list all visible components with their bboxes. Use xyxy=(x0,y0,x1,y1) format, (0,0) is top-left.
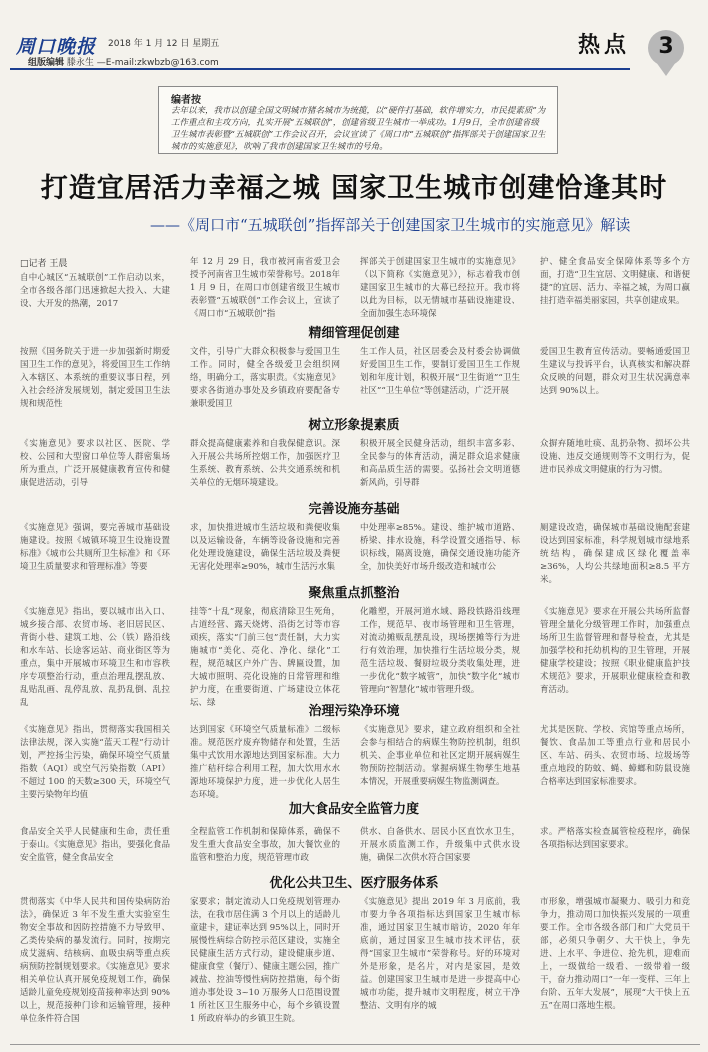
section-text: 按照《国务院关于进一步加强新时期爱国卫生工作的意见》，将爱国卫生工作纳入本辖区、本系统的重要议事日程，列入社会经济发展规划，制定爱国卫生法规和规范性 xyxy=(20,347,170,409)
section-title: 优化公共卫生、医疗服务体系 xyxy=(269,876,439,891)
section-text: 众摒弃随地吐痰、乱扔杂物、损坏公共设施、违反交通规则等不文明行为，促进市民养成文明健康的行为习惯。 xyxy=(540,439,690,475)
editor-note-title: 编者按 xyxy=(171,95,201,106)
section-text: 文件，引导广大群众积极参与爱国卫生工作。同时，健全各级爱卫会组织网络，明确分工，落实职责。《实施意见》要求各街道办事处及乡镇政府要配备专兼职爱国卫 xyxy=(190,347,340,409)
section-text: 生工作人员，社区居委会及村委会协调做好爱国卫生工作，要制订爱国卫生工作规划和年度计划，积极开展“卫生街道”“卫生社区”“卫生单位”等创建活动，广泛开展 xyxy=(360,347,520,396)
section-text: 《实施意见》要求，建立政府组织和全社会参与相结合的病媒生物防控机制，组织机关、企事业单位和社区定期开展病媒生物预防控制活动。掌握病媒生物孳生地基本情况，开展重要病媒生物监测调查。 xyxy=(360,725,520,787)
masthead-rule xyxy=(10,68,630,70)
subheadline: ——《周口市“五城联创”指挥部关于创建国家卫生城市的实施意见》解读 xyxy=(150,216,631,234)
section-name: 热点 xyxy=(578,32,631,58)
section-text: 厕建设改造，确保城市基础设施配套建设达到国家标准，科学规划城市绿地系统结构，确保建成区绿化覆盖率≥36%，人均公共绿地面积≥8.5 平方米。 xyxy=(540,523,690,585)
editor-name: 滕永生 xyxy=(66,58,94,68)
byline: □记者 王晨 xyxy=(20,259,68,269)
editor-label: 组版编辑 xyxy=(28,58,65,68)
section-title: 治理污染净环境 xyxy=(308,704,400,719)
section-text: 市形象，增强城市凝聚力、吸引力和竞争力，推动周口加快振兴发展的一项重要工作。全市各级各部门和广大党员干部，必须只争朝夕、大干快上，争先进、上水平、争进位、抢先机，迎难而上，一级做给一级看、一级带着一级干，奋力推动周口“一年一变样、三年上台阶、五年大发展”，展现“大干快上五五”在周口落地生根。 xyxy=(540,897,690,1011)
section-text: 家要求；制定流动人口免疫规划管理办法，在我市居住满 3 个月以上的适龄儿童建卡，建证率达到 95%以上，同时开展慢性病综合防控示范区建设，实施全民健康生活方式行动，建设健康步道、健康食堂（餐厅）、健康主题公园，推广减盐、控油等慢性病防控措施，每个街道办事处设 3~10 万服务人口范围设置 1 所社区卫生服务中心，每个乡镇设置 1 所政府举办的乡镇卫生院。 xyxy=(190,897,340,1024)
section-text: 《实施意见》指出，贯彻落实我国相关法律法规，深入实施“蓝天工程”行动计划，严控扬尘污染，确保环境空气质量指数（AQI）或空气污染指数（API）不超过 100 的天数≥300 天，环境空气主要污染物年均值 xyxy=(20,725,170,800)
section-title: 聚焦重点抓整治 xyxy=(308,586,400,601)
section-text: 挂等“十乱”现象，彻底清除卫生死角，占道经营、露天烧烤、沿街乞讨等市容顽疾，落实“门前三包”责任制，大力实施城市“美化、亮化、净化、绿化”工程，规范城区户外广告、牌匾设置，加大城市照明、亮化设施的日常管理和维护力度，在重要街道、广场建设立体花坛、绿 xyxy=(190,607,340,708)
section-title: 精细管理促创建 xyxy=(308,326,400,341)
section-text: 尤其是医院、学校、宾馆等重点场所，餐饮、食品加工等重点行业和居民小区、车站、码头、农贸市场、垃圾场等重点地段的防蚊、蝇、蟑螂和防鼠设施合格率达到国家标准要求。 xyxy=(540,725,690,787)
section-text: 达到国家《环境空气质量标准》二级标准。规范医疗废弃物储存和处置，生活集中式饮用水源地达到国家标准。大力推广秸秆综合利用工程，加大饮用水水源地环境保护力度，进一步优化人居生态环境。 xyxy=(190,725,340,800)
newspaper-logo: 周口晚报 xyxy=(16,36,97,58)
section-text: 《实施意见》要求在开展公共场所监督管理全量化分级管理工作时，加强重点场所卫生监督管理和督导检查，尤其是加强学校和托幼机构的卫生管理，开展健康学校建设；按照《职业健康监护技术规范》要求，开展职业健康检查和教育活动。 xyxy=(540,607,690,695)
section-text: 《实施意见》要求以社区、医院、学校、公园和大型窗口单位等人群密集场所为重点，广泛开展健康教育宣传和健康促进活动，引导 xyxy=(20,439,170,488)
editor-line xyxy=(28,55,219,68)
section-text: 食品安全关乎人民健康和生命，责任重于泰山。《实施意见》指出，要强化食品安全监管，健全食品安全 xyxy=(20,827,170,863)
section-text: 贯彻落实《中华人民共和国传染病防治法》，确保近 3 年不发生重大实验室生物安全事故和因防控措施不力导致甲、乙类传染病的暴发流行。同时，按期完成艾滋病、结核病、血吸虫病等重点疾病预防控制规划要求。《实施意见》要求相关单位认真开展免疫规划工作，确保适龄儿童免疫规划疫苗接种率达到 90%以上，规范接种门诊和运输管理，接种单位条件符合国 xyxy=(20,897,170,1024)
intro-col-2: 年 12 月 29 日，我市被河南省爱卫会授予河南省卫生城市荣誉称号。2018年 1 月 9 日，在周口市创建省级卫生城市表彰暨“五城联创”工作会议上，宣读了《周口市“五城联创”指 xyxy=(190,257,340,319)
intro-col-4: 护、健全食品安全保障体系等多个方面，打造“卫生宜居、文明健康、和谐便捷”的宜居、活力、幸福之城，为周口赢挂打造幸福美丽家园，共享创建成果。 xyxy=(540,257,690,306)
intro-col-3: 挥部关于创建国家卫生城市的实施意见》（以下简称《实施意见》），标志着我市创建国家卫生城市的大幕已经拉开。我市将以此为目标，以无情城市基础设施建设、全面加强生态环境保 xyxy=(360,257,520,319)
bottom-rule xyxy=(10,1044,700,1045)
headline: 打造宜居活力幸福之城 国家卫生城市创建恰逢其时 xyxy=(40,173,668,204)
section-text: 化雕塑，开展河道水域、路段铁路沿线理工作，规范早、夜市场管理和卫生管理，对流动摊贩乱摆乱设，现场摆摊等行为进行有效治理，加快推行生活垃圾分类，规范生活垃圾、餐厨垃圾分类收集处理，进一步优化“数字城管”，加快“数字化”城市管理向“智慧化”城市管理升级。 xyxy=(360,607,520,695)
editor-email: —E-mail:zkwbzb@163.com xyxy=(96,58,219,68)
page-number-badge xyxy=(648,30,684,66)
section-title: 完善设施夯基础 xyxy=(308,502,400,517)
section-text: 爱国卫生教育宣传活动。要畅通爱国卫生建议与投诉平台，认真核实和解决群众反映的问题，群众对卫生状况满意率达到 90%以上。 xyxy=(540,347,690,396)
section-text: 《实施意见》指出，要以城市出入口、城乡接合部、农贸市场、老旧居民区、背街小巷、建筑工地、公（铁）路沿线和水车站、长途客运站、商业街区等为重点，集中开展城市环境卫生和市容秩序专项整治行动，重点治理乱摆乱放、乱贴乱画、乱停乱放、乱扔乱倒、乱拉乱 xyxy=(20,607,170,708)
section-text: 《实施意见》强调，要完善城市基础设施建设。按照《城镇环境卫生设施设置标准》《城市公共厕所卫生标准》和《环境卫生质量要求和管理标准》等要 xyxy=(20,523,170,572)
editor-note-box xyxy=(158,86,558,154)
intro-col-1: 自中心城区“五城联创”工作启动以来，全市各级各部门迅速掀起大投入、大建设、大开发的热潮，2017 xyxy=(20,273,170,309)
editor-note-text: 去年以来，我市以创建全国文明城市猪名城市为统揽，以“硬件打基础，软件增实力，市民提素质”为工作重点和主攻方向，扎实开展“五城联创”，创建省级卫生城市一举成功。1月9日，全市创建省级卫生城市表彰暨“五城联创”工作会议召开，会议宣读了《周口市“五城联创”指挥部关于创建国家卫生城市的实施意见》，吹响了我市创建国家卫生城市的号角。 xyxy=(171,106,546,152)
section-text: 供水、自备供水、居民小区直饮水卫生，开展水质监测工作，升级集中式供水设施，确保二次供水符合国家要 xyxy=(360,827,520,863)
section-text: 全程监管工作机制和保障体系，确保不发生重大食品安全事故，加大餐饮业的监管和整治力度，规范管理市政 xyxy=(190,827,340,863)
section-text: 群众提高健康素养和自我保健意识。深入开展公共场所控烟工作，加强医疗卫生系统、教育系统、公共交通系统和机关单位的无烟环境建设。 xyxy=(190,439,340,488)
issue-date: 2018 年 1 月 12 日 星期五 xyxy=(108,39,220,49)
section-text: 求。严格落实检查属管检疫程序，确保各项指标达到国家要求。 xyxy=(540,827,690,850)
section-title: 树立形象提素质 xyxy=(308,418,400,433)
page-number: 3 xyxy=(658,34,674,59)
section-text: 《实施意见》提出 2019 年 3 月底前，我市要力争各项指标达到国家卫生城市标准，通过国家卫生城市暗访，2020 年年底前，通过国家卫生城市技术评估，获得“国家卫生城市”荣誉称号。好的环境对外是形象，是名片，对内是家园，是效益。创建国家卫生城市是进一步提高中心城市功能，提升城市文明程度，树立干净整洁、文明有序的城 xyxy=(360,897,520,1011)
section-text: 积极开展全民健身活动，组织丰富多彩、全民参与的体育活动，满足群众追求健康和高品质生活的需要。弘扬社会文明道德新风尚，引导群 xyxy=(360,439,520,488)
section-title: 加大食品安全监管力度 xyxy=(288,802,419,817)
page-badge-pointer xyxy=(656,62,676,76)
section-text: 求，加快推进城市生活垃圾和粪便收集以及运输设备，车辆等设备设施和完善化处理设施建设，确保生活垃圾及粪便无害化处理率≥90%，城市生活污水集 xyxy=(190,523,340,572)
section-text: 中处理率≥85%。建设、维护城市道路、桥梁、排水设施，科学设置交通指导、标识标线，隔离设施，确保交通设施功能齐全，加快美好市场升级改造和城市公 xyxy=(360,523,520,572)
